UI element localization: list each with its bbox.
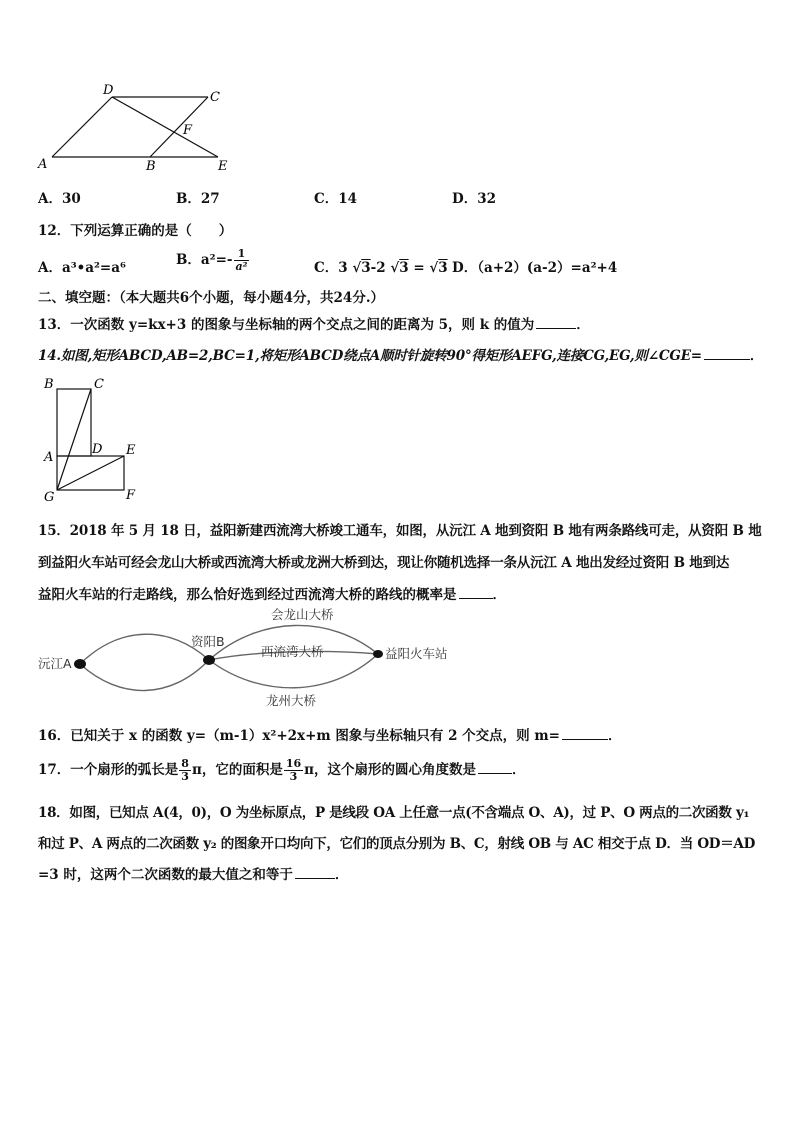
route-A-B-lower: [80, 660, 209, 691]
q11-choice-d[interactable]: D．32: [452, 191, 496, 207]
label-B: B: [44, 377, 54, 392]
label-D: D: [92, 442, 103, 457]
q13-text: 13．一次函数 y=kx+3 的图象与坐标轴的两个交点之间的距离为 5，则 k 的值为 ．: [38, 317, 590, 333]
node-B: [203, 655, 215, 665]
node-station: [373, 650, 383, 658]
q12-b-fraction: $\frac{1}{\text{a²}}$: [235, 247, 248, 273]
q14-text: 14.如图,矩形ABCD,AB=2,BC=1,将矩形ABCD绕点A顺时针旋转90°得矩形AEFG,连接CG,EG,则∠CGE= ．: [38, 348, 764, 364]
label-F: F: [183, 123, 193, 138]
node-A: [74, 659, 86, 669]
label-ziyang: 资阳B: [191, 634, 225, 649]
label-C: C: [94, 377, 104, 392]
q15-line3: 益阳火车站的行走路线，那么恰好选到经过西流湾大桥的路线的概率是 ．: [38, 587, 506, 603]
label-E: E: [126, 443, 136, 458]
label-A: A: [38, 157, 48, 172]
label-E: E: [218, 159, 228, 174]
q18-line3: =3 时，这两个二次函数的最大值之和等于 ．: [38, 867, 349, 883]
q17-arc-fraction: $\frac{8}{3}$: [181, 757, 189, 783]
label-huilong: 会龙山大桥: [271, 607, 334, 622]
q16-answer-blank[interactable]: [562, 727, 608, 740]
route-A-B-upper: [80, 634, 209, 664]
q11-choice-b[interactable]: B．27: [176, 191, 220, 207]
label-station: 益阳火车站: [385, 646, 448, 661]
label-A: A: [44, 450, 54, 465]
label-longzhou: 龙州大桥: [266, 693, 317, 708]
q17-text: 17．一个扇形的弧长是 $\frac{8}{3}$ π，它的面积是 $\frac{16}{3}$ π，这个扇形的圆心角度数是 ．: [38, 757, 526, 783]
label-D: D: [103, 83, 114, 98]
q17-answer-blank[interactable]: [478, 761, 512, 774]
q18-line1: 18．如图，已知点 A(4，0)，O 为坐标原点，P 是线段 OA 上任意一点(不含端点 O、A)，过 P、O 两点的二次函数 y₁: [38, 805, 750, 821]
label-xiliuwan: 西流湾大桥: [261, 644, 324, 659]
label-G: G: [44, 490, 55, 505]
q17-area-fraction: $\frac{16}{3}$: [285, 757, 302, 783]
label-C: C: [210, 90, 220, 105]
q12-choice-a[interactable]: A．a³•a²=a⁶: [38, 260, 126, 276]
q12-b-text: B．a²=-: [176, 252, 233, 268]
q18-answer-blank[interactable]: [295, 866, 335, 879]
q12-choice-d[interactable]: D．（a+2）(a-2）=a²+4: [452, 260, 618, 276]
q11-choice-c[interactable]: C．14: [314, 191, 358, 207]
route-longzhou: [209, 654, 378, 688]
q12-choice-c[interactable]: C．3 √3-2 √3 = √3: [314, 260, 448, 276]
q12-stem: 12．下列运算正确的是（ ）: [38, 223, 233, 239]
label-B: B: [146, 159, 156, 174]
q16-text: 16．已知关于 x 的函数 y=（m-1）x²+2x+m 图象与坐标轴只有 2 个交点，则 m= ．: [38, 728, 622, 744]
section-2-heading: 二、填空题：（本大题共6个小题，每小题4分，共24分.）: [38, 290, 385, 306]
q15-line2: 到益阳火车站可经会龙山大桥或西流湾大桥或龙洲大桥到达，现让你随机选择一条从沅江 A 地出发经过资阳 B 地到达: [38, 555, 730, 571]
label-yuanjiang: 沅江A: [38, 656, 72, 671]
label-F: F: [126, 488, 136, 503]
q15-line1: 15．2018 年 5 月 18 日，益阳新建西流湾大桥竣工通车，如图，从沅江 A 地到资阳 B 地有两条路线可走，从资阳 B 地: [38, 523, 762, 539]
sqrt-sign: √: [352, 260, 362, 276]
q18-line2: 和过 P、A 两点的二次函数 y₂ 的图象开口均向下，它们的顶点分别为 B、C，射线 OB 与 AC 相交于点 D．当 OD＝AD: [38, 836, 755, 852]
q11-choice-a[interactable]: A．30: [38, 191, 81, 207]
